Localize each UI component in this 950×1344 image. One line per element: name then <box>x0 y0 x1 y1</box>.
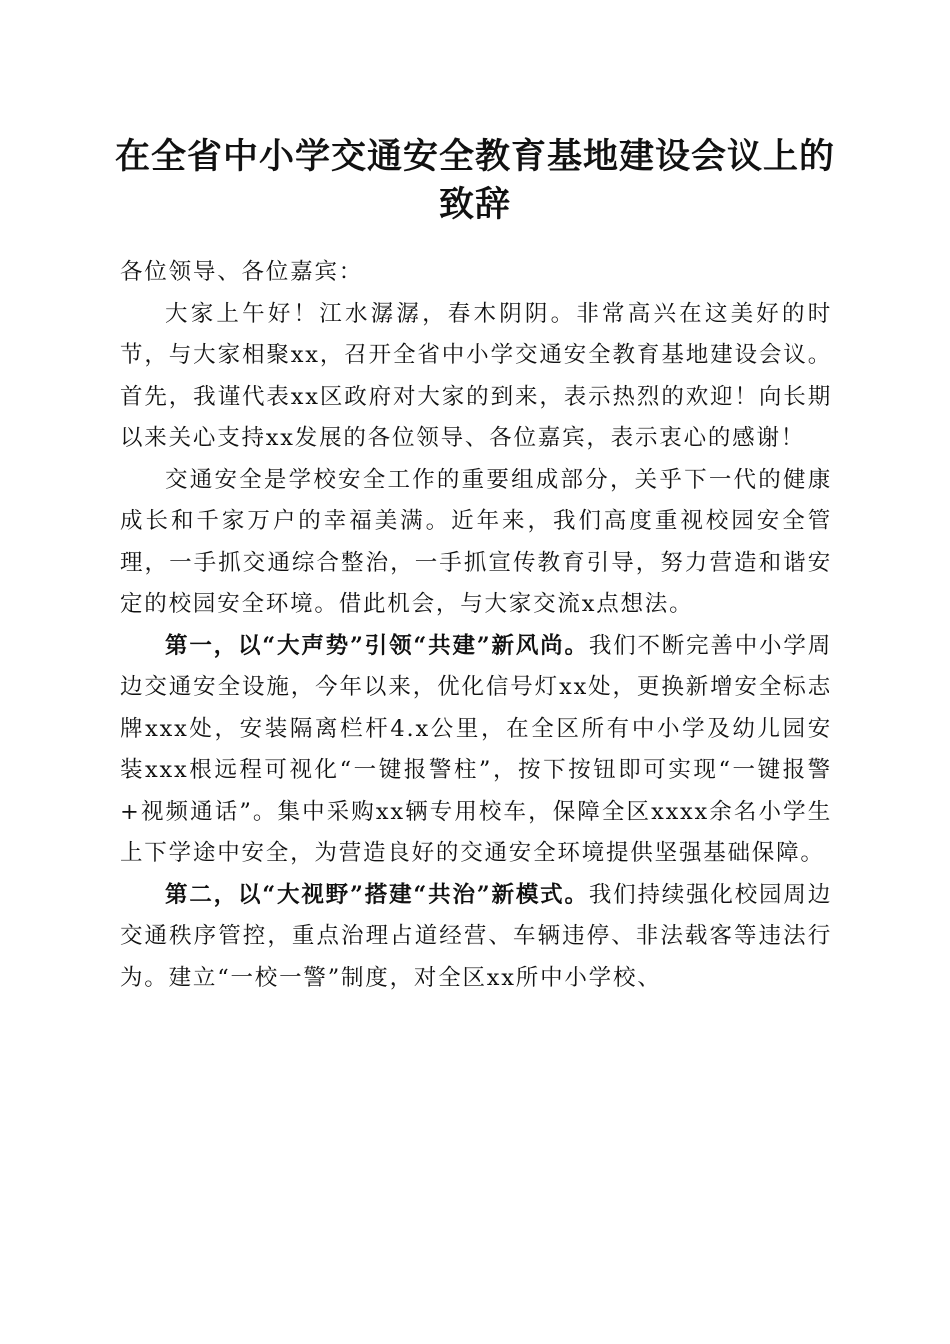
paragraph-point-one <box>120 626 832 875</box>
paragraph-text: 大家上午好！江水潺潺，春木阴阴。非常高兴在这美好的时节，与大家相聚xx，召开全省中小学交通安全教育基地建设会议。首先，我谨代表xx区政府对大家的到来，表示热烈的欢迎！向长期以来关心支持xx发展的各位领导、各位嘉宾，表示衷心的感谢！ <box>120 300 832 451</box>
paragraph-intro <box>120 460 832 626</box>
paragraph-text: 交通安全是学校安全工作的重要组成部分，关乎下一代的健康成长和千家万户的幸福美满。近年来，我们高度重视校园安全管理，一手抓交通综合整治，一手抓宣传教育引导，努力营造和谐安定的校园安全环境。借此机会，与大家交流x点想法。 <box>120 466 832 617</box>
paragraph-lead: 第一，以“大声势”引领“共建”新风尚。 <box>165 632 589 659</box>
title-line-2: 致辞 <box>438 184 511 225</box>
paragraph-lead: 第二，以“大视野”搭建“共治”新模式。 <box>165 881 589 908</box>
title-line-1: 在全省中小学交通安全教育基地建设会议上的 <box>114 136 835 177</box>
paragraph-greeting <box>120 294 832 460</box>
salutation: 各位领导、各位嘉宾： <box>120 259 364 285</box>
document-title <box>110 133 840 229</box>
paragraph-point-two <box>120 875 832 1000</box>
paragraph-text: 我们持续强化校园周边交通秩序管控，重点治理占道经营、车辆违停、非法载客等违法行为。建立“一校一警”制度，对全区xx所中小学校、 <box>120 881 832 991</box>
document-body <box>120 252 832 999</box>
paragraph-text: 我们不断完善中小学周边交通安全设施，今年以来，优化信号灯xx处，更换新增安全标志牌xxx处，安装隔离栏杆4.x公里，在全区所有中小学及幼儿园安装xxx根远程可视化“一键报警柱”，按下按钮即可实现“一键报警+视频通话”。集中采购xx辆专用校车，保障全区xxxx余名小学生上下学途中安全，为营造良好的交通安全环境提供坚强基础保障。 <box>120 632 832 866</box>
